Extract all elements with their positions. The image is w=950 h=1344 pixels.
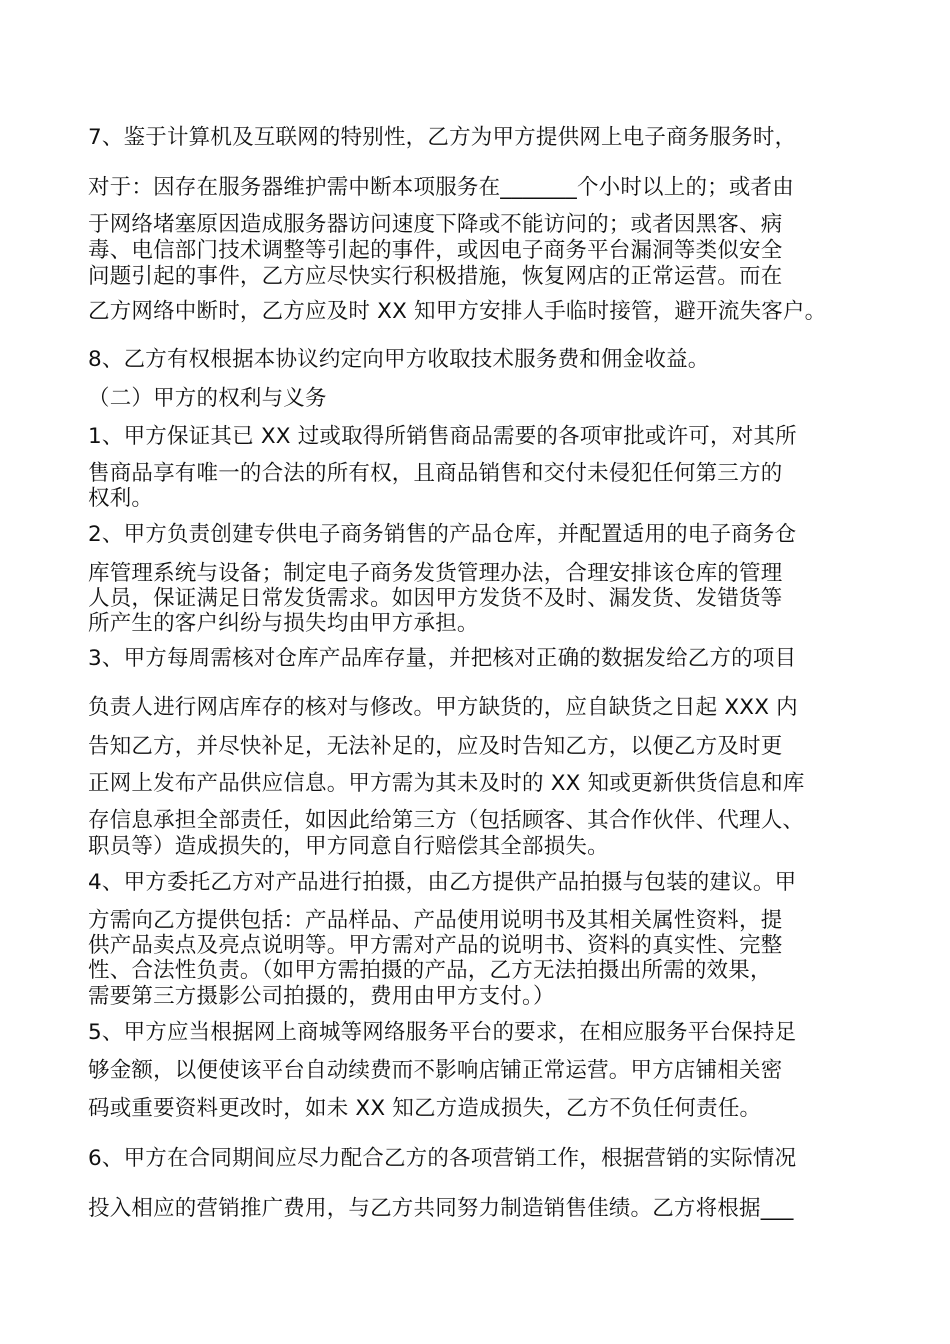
text-line: 7、鉴于计算机及互联网的特别性，乙方为甲方提供网上电子商务服务时，: [88, 125, 797, 150]
text-line: 所产生的客户纠纷与损失均由甲方承担。: [88, 611, 479, 636]
text-line: 库管理系统与设备；制定电子商务发货管理办法，合理安排该仓库的管理: [88, 561, 783, 586]
text-line: 1、甲方保证其已 XX 过或取得所销售商品需要的各项审批或许可，对其所: [88, 424, 797, 449]
text-line: 负责人进行网店库存的核对与修改。甲方缺货的，应自缺货之日起 XXX 内: [88, 695, 798, 720]
text-line: 性、合法性负责。（如甲方需拍摄的产品，乙方无法拍摄出所需的效果，: [88, 958, 772, 983]
text-line: 3、甲方每周需核对仓库产品库存量，并把核对正确的数据发给乙方的项目: [88, 646, 797, 671]
text-line: 供产品卖点及亮点说明等。甲方需对产品的说明书、资料的真实性、完整: [88, 933, 783, 958]
text-line: 售商品享有唯一的合法的所有权，且商品销售和交付未侵犯任何第三方的: [88, 461, 783, 486]
text-line: 投入相应的营销推广费用，与乙方共同努力制造销售佳绩。乙方将根据___: [88, 1196, 794, 1221]
text-line: 权利。: [88, 486, 154, 511]
text-line: 5、甲方应当根据网上商城等网络服务平台的要求，在相应服务平台保持足: [88, 1020, 797, 1045]
text-line: 对于：因存在服务器维护需中断本项服务在_______个小时以上的；或者由: [88, 175, 794, 200]
text-line: 告知乙方，并尽快补足，无法补足的，应及时告知乙方，以便乙方及时更: [88, 734, 783, 759]
text-line: 正网上发布产品供应信息。甲方需为其未及时的 XX 知或更新供货信息和库: [88, 771, 805, 796]
text-line: 6、甲方在合同期间应尽力配合乙方的各项营销工作，根据营销的实际情况: [88, 1146, 797, 1171]
text-line: 乙方网络中断时，乙方应及时 XX 知甲方安排人手临时接管，避开流失客户。: [88, 299, 827, 324]
text-line: 码或重要资料更改时，如未 XX 知乙方造成损失，乙方不负任何责任。: [88, 1096, 762, 1121]
text-line: 方需向乙方提供包括：产品样品、产品使用说明书及其相关属性资料，提: [88, 908, 783, 933]
section-heading: （二）甲方的权利与义务: [88, 386, 327, 411]
text-line: 8、乙方有权根据本协议约定向甲方收取技术服务费和佣金收益。: [88, 347, 710, 372]
text-line: 需要第三方摄影公司拍摄的，费用由甲方支付。）: [88, 984, 555, 1009]
text-line: 2、甲方负责创建专供电子商务销售的产品仓库，并配置适用的电子商务仓: [88, 522, 797, 547]
text-line: 问题引起的事件，乙方应尽快实行积极措施，恢复网店的正常运营。而在: [88, 264, 783, 289]
text-line: 于网络堵塞原因造成服务器访问速度下降或不能访问的；或者因黑客、病: [88, 212, 783, 237]
text-line: 4、甲方委托乙方对产品进行拍摄，由乙方提供产品拍摄与包装的建议。甲: [88, 870, 797, 895]
text-line: 人员，保证满足日常发货需求。如因甲方发货不及时、漏发货、发错货等: [88, 586, 783, 611]
text-line: 职员等）造成损失的，甲方同意自行赔偿其全部损失。: [88, 834, 609, 859]
text-line: 存信息承担全部责任，如因此给第三方（包括顾客、其合作伙伴、代理人、: [88, 808, 805, 833]
text-line: 毒、电信部门技术调整等引起的事件，或因电子商务平台漏洞等类似安全: [88, 238, 783, 263]
text-line: 够金额，以便使该平台自动续费而不影响店铺正常运营。甲方店铺相关密: [88, 1058, 783, 1083]
